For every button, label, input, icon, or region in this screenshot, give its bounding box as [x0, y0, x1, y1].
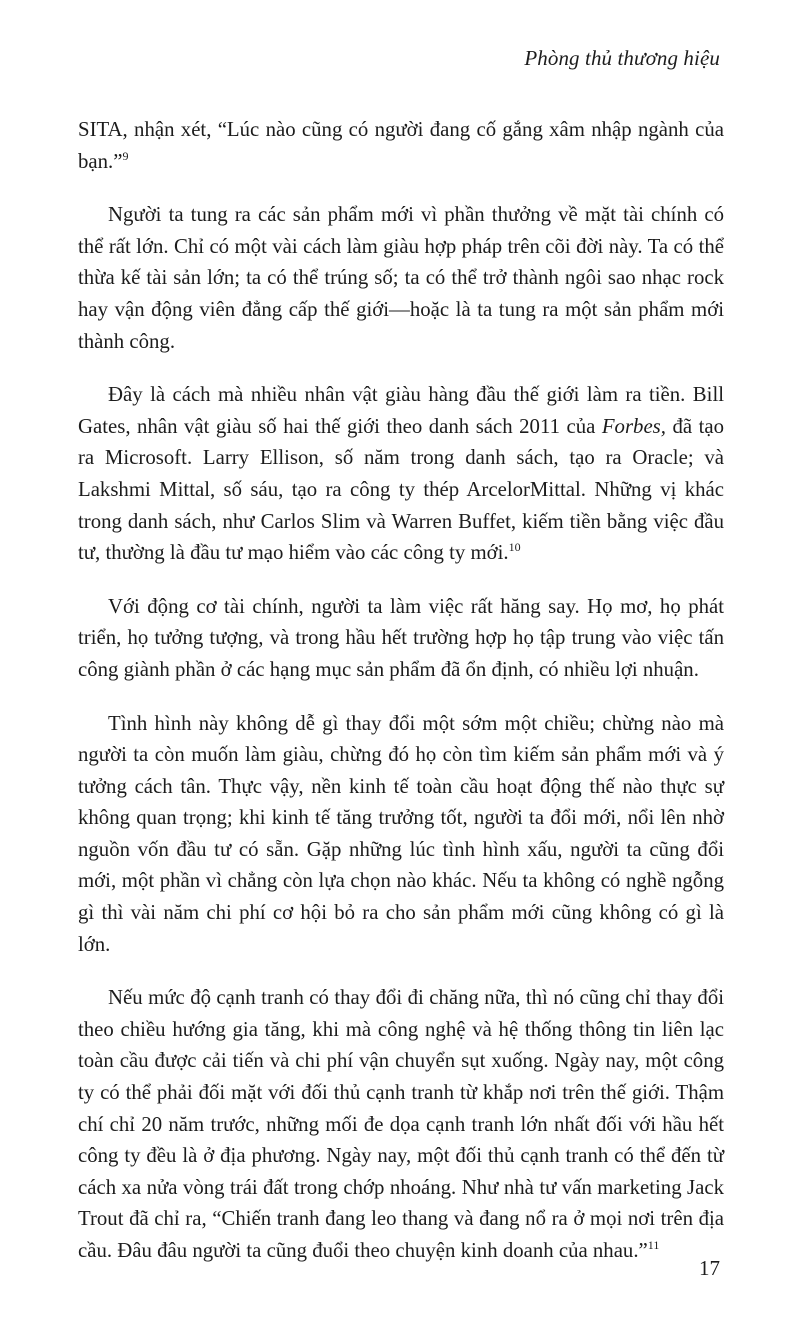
paragraph [78, 982, 724, 1266]
page-number: 17 [699, 1256, 720, 1280]
footnote-marker: 9 [122, 148, 129, 163]
paragraph [78, 199, 724, 357]
paragraph [78, 379, 724, 569]
paragraph-text: đã tạo ra Microsoft. Larry Ellison, số năm trong danh sách, tạo ra Oracle; và Lakshmi Mittal, số sáu, tạo ra công ty thép ArcelorMittal. Những vị khác trong danh sách, như Carlos Slim và Warren Buffet, kiếm tiền bằng việc đầu tư, thường là đầu tư mạo hiểm vào các công ty mới. [78, 414, 725, 565]
paragraph-text: Nếu mức độ cạnh tranh có thay đổi đi chăng nữa, thì nó cũng chỉ thay đổi theo chiều hướng gia tăng, khi mà công nghệ và hệ thống thông tin liên lạc toàn cầu được cải tiến và chi phí vận chuyển sụt xuống. Ngày nay, một công ty có thể phải đối mặt với đối thủ cạnh tranh từ khắp nơi trên thế giới. Thậm chí chỉ 20 năm trước, những mối đe dọa cạnh tranh lớn nhất đối với hầu hết công ty đều là ở địa phương. Ngày nay, một đối thủ cạnh tranh có thể đến từ cách xa nửa vòng trái đất trong chớp nhoáng. Như nhà tư vấn marketing Jack Trout đã chỉ ra, “Chiến tranh đang leo thang và đang nổ ra ở mọi nơi trên địa cầu. Đâu đâu người ta cũng đuổi theo chuyện kinh doanh của nhau.” [78, 986, 724, 1262]
running-header-title: Phòng thủ thương hiệu [524, 46, 720, 70]
paragraph-text: Đây là cách mà nhiều nhân vật giàu hàng đầu thế giới làm ra tiền. Bill Gates, nhân vật giàu số hai thế giới theo danh sách 2011 của [78, 383, 724, 438]
publication-title: Forbes, [601, 414, 666, 438]
paragraph-text: Tình hình này không dễ gì thay đổi một sớm một chiều; chừng nào mà người ta còn muốn làm giàu, chừng đó họ còn tìm kiếm sản phẩm mới và ý tưởng cách tân. Thực vậy, nền kinh tế toàn cầu hoạt động thế nào thực sự không quan trọng; khi kinh tế tăng trưởng tốt, người ta đổi mới, nổi lên nhờ nguồn vốn đầu tư có sẵn. Gặp những lúc tình hình xấu, người ta cũng đổi mới, một phần vì chẳng còn lựa chọn nào khác. Nếu ta không có nghề ngỗng gì thì vài năm chi phí cơ hội bỏ ra cho sản phẩm mới cũng không có gì là lớn. [78, 711, 724, 956]
paragraph-text: Người ta tung ra các sản phẩm mới vì phần thưởng về mặt tài chính có thể rất lớn. Chỉ có một vài cách làm giàu hợp pháp trên cõi đời này. Ta có thể thừa kế tài sản lớn; ta có thể trúng số; ta có thể trở thành ngôi sao nhạc rock hay vận động viên đẳng cấp thế giới—hoặc là ta tung ra một sản phẩm mới thành công. [78, 203, 724, 353]
paragraph-text: Với động cơ tài chính, người ta làm việc rất hăng say. Họ mơ, họ phát triển, họ tưởng tượng, và trong hầu hết trường hợp họ tập trung vào việc tấn công giành phần ở các hạng mục sản phẩm đã ổn định, có nhiều lợi nhuận. [78, 594, 724, 681]
footnote-marker: 10 [508, 540, 521, 555]
paragraph [78, 114, 724, 177]
footnote-marker: 11 [647, 1238, 660, 1252]
paragraph [78, 591, 724, 686]
paragraph-text: SITA, nhận xét, “Lúc nào cũng có người đang cố gắng xâm nhập ngành của bạn.” [78, 118, 724, 173]
paragraph [78, 708, 724, 961]
page-body [78, 114, 724, 1267]
